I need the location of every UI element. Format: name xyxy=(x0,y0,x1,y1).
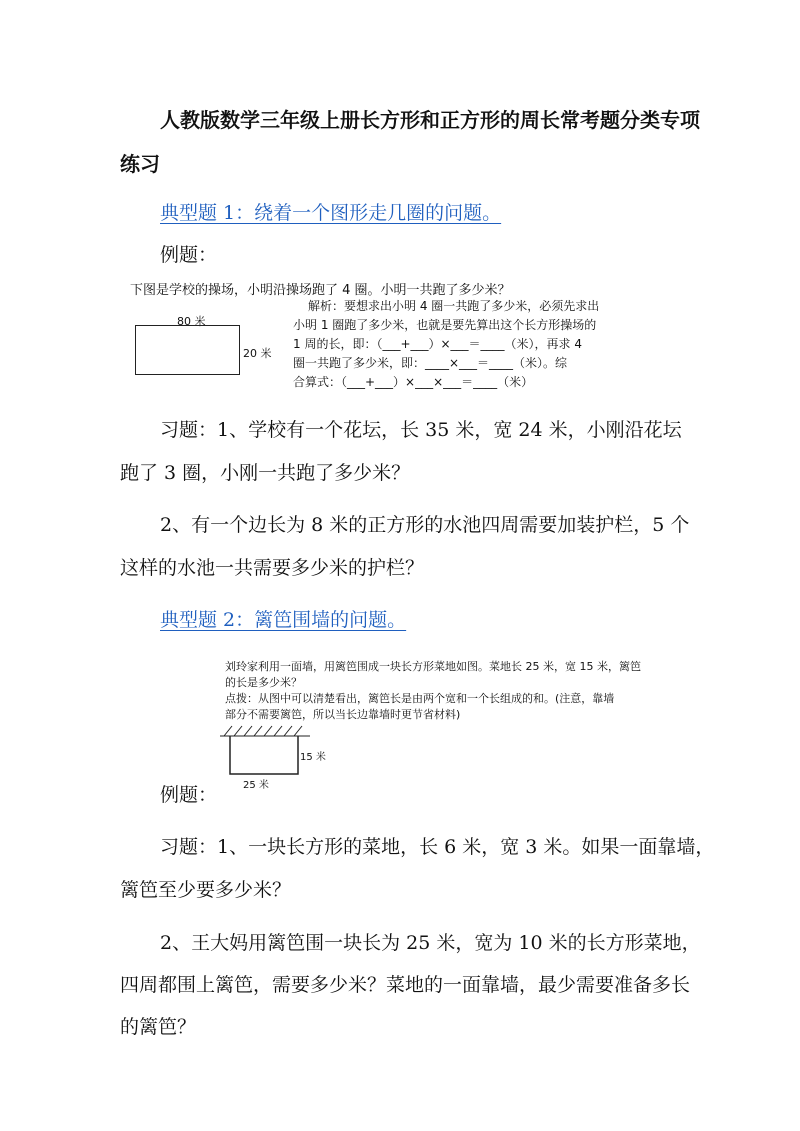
figure2-width-label: 15 米 xyxy=(300,752,326,763)
section2-heading[interactable]: 典型题 2：篱笆围墙的问题。 xyxy=(160,609,407,631)
section2-figure xyxy=(220,658,660,793)
figure1-analysis-5: 合算式：（___+___）×___×___＝____（米） xyxy=(293,375,534,389)
section2-exercise1-line2: 篱笆至少要多少米？ xyxy=(120,879,292,901)
section1-exercise2-line2: 这样的水池一共需要多少米的护栏？ xyxy=(120,557,425,579)
section2-example-label: 例题： xyxy=(160,784,218,806)
figure1-analysis-4: 圈一共跑了多少米，即：____×___＝____（米）。综 xyxy=(293,356,568,370)
page-title-line2: 练习 xyxy=(120,152,160,176)
figure1-length-label: 80 米 xyxy=(177,315,206,328)
figure1-analysis-1: 解析：要想求出小明 4 圈一共跑了多少米，必须先求出 xyxy=(308,299,600,313)
figure1-question: 下图是学校的操场，小明沿操场跑了 4 圈。小明一共跑了多少米？ xyxy=(130,283,511,298)
section1-exercise1-line1: 习题：1、学校有一个花坛，长 35 米，宽 24 米，小刚沿花坛 xyxy=(160,419,682,441)
section1-exercise1-line2: 跑了 3 圈，小刚一共跑了多少米？ xyxy=(120,462,411,484)
playground-rectangle xyxy=(135,325,240,375)
wall-garden-diagram xyxy=(220,724,310,784)
page-title-line1: 人教版数学三年级上册长方形和正方形的周长常考题分类专项 xyxy=(160,108,700,132)
fence-outline xyxy=(230,736,298,774)
section2-exercise1-line1: 习题：1、一块长方形的菜地，长 6 米，宽 3 米。如果一面靠墙， xyxy=(160,836,715,858)
section1-example-label: 例题： xyxy=(160,244,218,266)
section2-exercise2-line1: 2、王大妈用篱笆围一块长为 25 米，宽为 10 米的长方形菜地， xyxy=(160,932,701,954)
figure2-length-label: 25 米 xyxy=(243,780,269,791)
figure1-width-label: 20 米 xyxy=(243,347,272,360)
figure2-text-2: 的长是多少米？ xyxy=(225,676,302,689)
section1-exercise2-line1: 2、有一个边长为 8 米的正方形的水池四周需要加装护栏，5 个 xyxy=(160,514,690,536)
section1-figure xyxy=(125,275,645,395)
section2-exercise2-line3: 的篱笆？ xyxy=(120,1016,197,1038)
figure2-text-4: 部分不需要篱笆，所以当长边靠墙时更节省材料) xyxy=(225,708,461,721)
figure2-text-1: 刘玲家利用一面墙，用篱笆围成一块长方形菜地如图。菜地长 25 米，宽 15 米，篱笆 xyxy=(225,660,641,673)
section2-exercise2-line2: 四周都围上篱笆，需要多少米？菜地的一面靠墙，最少需要准备多长 xyxy=(120,974,691,996)
figure2-text-3: 点拨：从图中可以清楚看出，篱笆长是由两个宽和一个长组成的和。(注意，靠墙 xyxy=(225,692,615,705)
figure1-analysis-2: 小明 1 圈跑了多少米，也就是要先算出这个长方形操场的 xyxy=(293,318,597,332)
section1-heading[interactable]: 典型题 1：绕着一个图形走几圈的问题。 xyxy=(160,202,502,224)
wall-hatching xyxy=(220,726,310,736)
figure1-analysis-3: 1 周的长，即：（___+___）×___＝____（米），再求 4 xyxy=(293,337,583,351)
